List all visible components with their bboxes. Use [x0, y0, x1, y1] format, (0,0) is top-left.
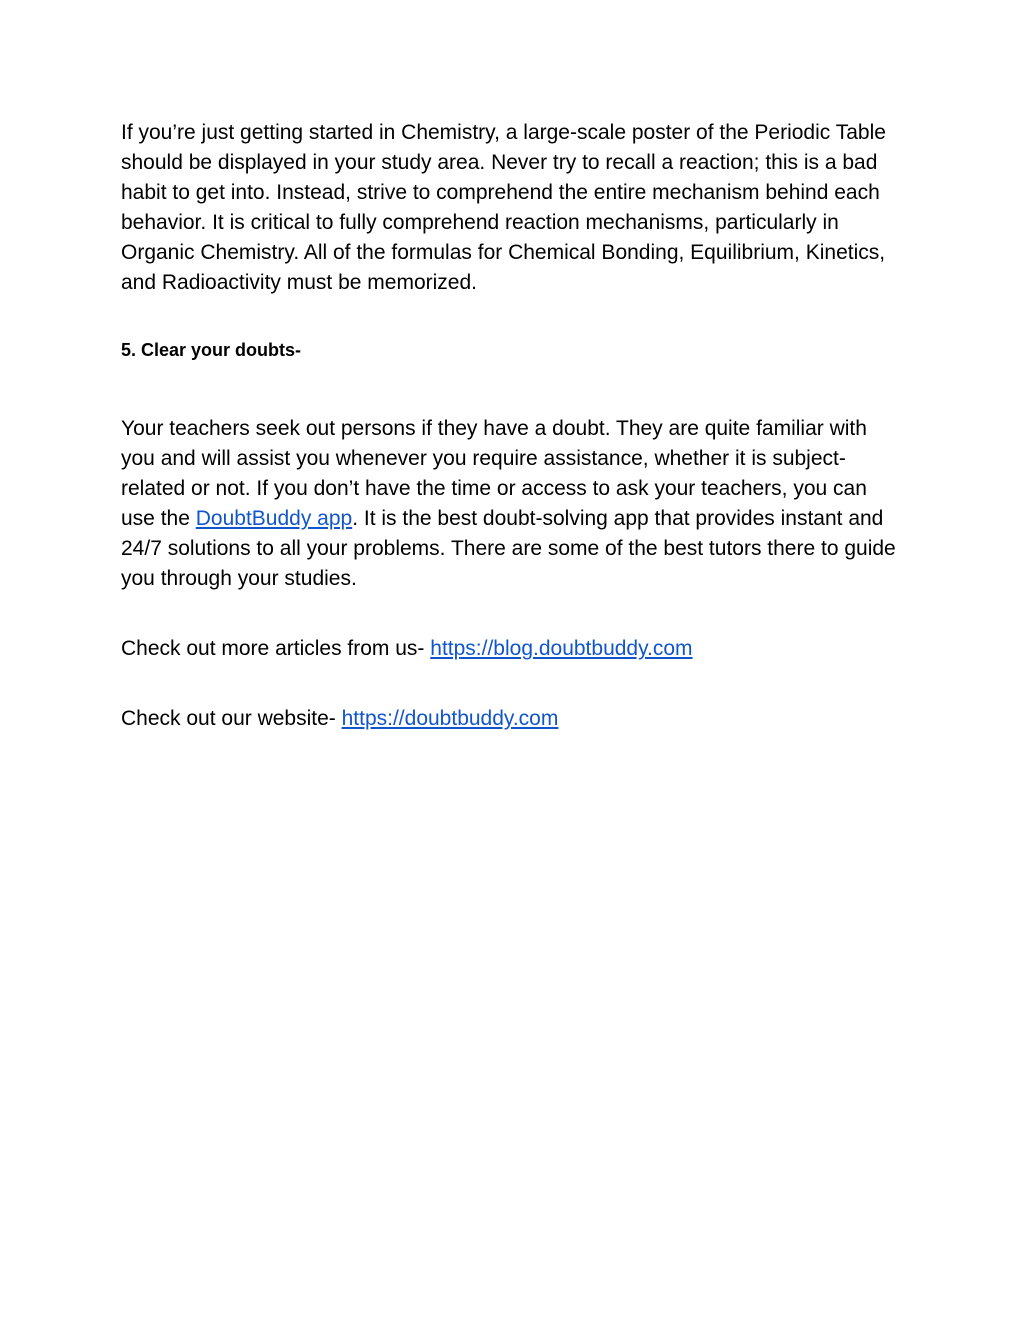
intro-paragraph: If you’re just getting started in Chemistry, a large-scale poster of the Periodic Table should be displayed in your study area. Never try to recall a reaction; this is a bad habit to get into. Instead, strive to comprehend the entire mechanism behind each behavior. It is critical to fully comprehend reaction mechanisms, particularly in Organic Chemistry. All of the formulas for Chemical Bonding, Equilibrium, Kinetics, and Radioactivity must be memorized.	[121, 121, 886, 294]
articles-line	[121, 634, 901, 664]
website-line	[121, 704, 901, 734]
doubtbuddy-app-link[interactable]: DoubtBuddy app	[195, 507, 353, 530]
website-line-prefix: Check out our website-	[121, 707, 342, 730]
website-link[interactable]: https://doubtbuddy.com	[341, 707, 559, 730]
section-heading: 5. Clear your doubts-	[121, 340, 302, 360]
doubts-text-after-link: . It is the best doubt-solving app that provides instant and 24/7 solutions to all your problems. There are some of the best tutors there to guide you through your studies.	[121, 507, 896, 590]
doubts-paragraph	[121, 414, 901, 594]
document-page	[121, 118, 901, 734]
articles-line-prefix: Check out more articles from us-	[121, 637, 431, 660]
blog-link[interactable]: https://blog.doubtbuddy.com	[430, 637, 693, 660]
doubts-text-before-link: Your teachers seek out persons if they have a doubt. They are quite familiar with you and will assist you whenever you require assistance, whether it is subject-related or not. If you don’t have the time or access to ask your teachers, you can use the	[121, 417, 867, 530]
